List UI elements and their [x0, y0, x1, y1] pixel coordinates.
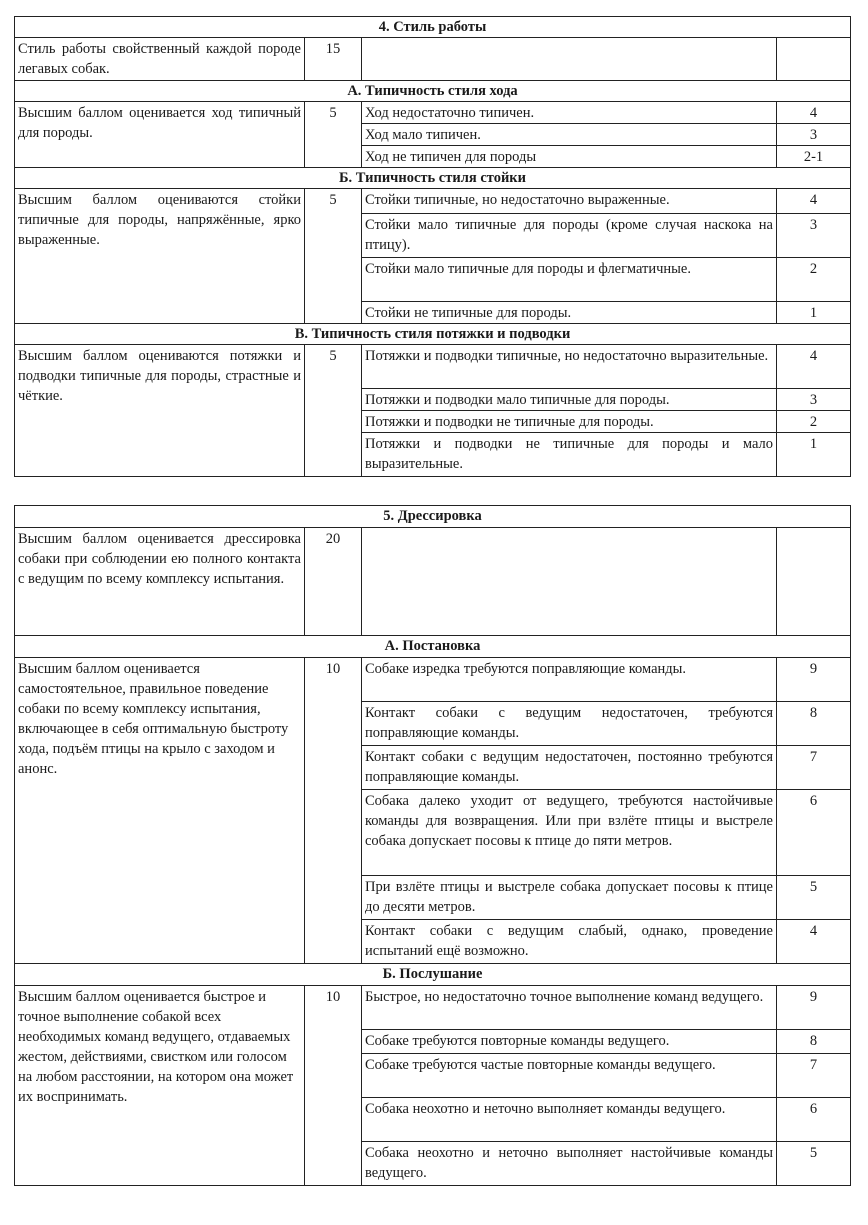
subsection-title: А. Типичность стиля хода — [15, 81, 851, 102]
criterion-description: Высшим баллом оценивается дрессировка собаки при соблюдении ею полного контакта с ведущим по всему комплексу испытания. — [15, 528, 305, 636]
max-points: 15 — [305, 38, 362, 81]
subsection-title: А. Постановка — [15, 636, 851, 658]
empty-cell — [777, 528, 851, 636]
grade-option: Стойки мало типичные для породы (кроме случая наскока на птицу). — [362, 214, 777, 258]
grade-option: Собаке изредка требуются поправляющие команды. — [362, 658, 777, 702]
grade-score: 3 — [777, 389, 851, 411]
empty-cell — [362, 528, 777, 636]
grade-score: 7 — [777, 1054, 851, 1098]
grade-option: Потяжки и подводки не типичные для породы и мало выразительные. — [362, 433, 777, 477]
empty-cell — [362, 38, 777, 81]
grade-option: Контакт собаки с ведущим недостаточен, постоянно требуются поправляющие команды. — [362, 746, 777, 790]
grade-score: 9 — [777, 986, 851, 1030]
empty-cell — [777, 38, 851, 81]
grade-option: Стойки не типичные для породы. — [362, 302, 777, 324]
max-points: 20 — [305, 528, 362, 636]
grade-option: Потяжки и подводки типичные, но недостаточно выразительные. — [362, 345, 777, 389]
criterion-description: Стиль работы свойственный каждой породе легавых собак. — [15, 38, 305, 81]
subsection-title: Б. Послушание — [15, 964, 851, 986]
grade-score: 9 — [777, 658, 851, 702]
grade-score: 2 — [777, 411, 851, 433]
max-points: 5 — [305, 102, 362, 168]
criterion-description: Высшим баллом оцениваются потяжки и подводки типичные для породы, страстные и чёткие. — [15, 345, 305, 477]
criterion-description: Высшим баллом оценивается ход типичный для породы. — [15, 102, 305, 168]
grade-score: 7 — [777, 746, 851, 790]
grade-score: 2 — [777, 258, 851, 302]
training-table — [14, 505, 851, 1186]
grade-option: Ход недостаточно типичен. — [362, 102, 777, 124]
grade-score: 4 — [777, 102, 851, 124]
grade-option: Ход мало типичен. — [362, 124, 777, 146]
grade-option: Собаке требуются частые повторные команды ведущего. — [362, 1054, 777, 1098]
section-title: 5. Дрессировка — [15, 506, 851, 528]
grade-option: Потяжки и подводки не типичные для породы. — [362, 411, 777, 433]
grade-option: Собаке требуются повторные команды ведущего. — [362, 1030, 777, 1054]
max-points: 10 — [305, 986, 362, 1186]
max-points: 10 — [305, 658, 362, 964]
subsection-title: Б. Типичность стиля стойки — [15, 168, 851, 189]
grade-score: 3 — [777, 214, 851, 258]
grade-score: 1 — [777, 433, 851, 477]
grade-option: Контакт собаки с ведущим недостаточен, требуются поправляющие команды. — [362, 702, 777, 746]
grade-score: 1 — [777, 302, 851, 324]
grade-option: Стойки мало типичные для породы и флегматичные. — [362, 258, 777, 302]
grade-score: 6 — [777, 790, 851, 876]
section-title: 4. Стиль работы — [15, 17, 851, 38]
grade-score: 8 — [777, 702, 851, 746]
grade-option: Собака неохотно и неточно выполняет команды ведущего. — [362, 1098, 777, 1142]
grade-score: 5 — [777, 876, 851, 920]
grade-score: 8 — [777, 1030, 851, 1054]
grade-score: 6 — [777, 1098, 851, 1142]
grade-score: 3 — [777, 124, 851, 146]
grade-option: Контакт собаки с ведущим слабый, однако, проведение испытаний ещё возможно. — [362, 920, 777, 964]
criterion-description: Высшим баллом оценивается быстрое и точное выполнение собакой всех необходимых команд ведущего, отдаваемых жестом, действиями, свистком или голосом на любом расстоянии, на котором она может их воспринимать. — [15, 986, 305, 1186]
grade-option: Стойки типичные, но недостаточно выраженные. — [362, 189, 777, 214]
criterion-description: Высшим баллом оценивается самостоятельное, правильное поведение собаки по всему комплексу испытания, включающее в себя оптимальную быстроту хода, подъём птицы на крыло с заходом и анонс. — [15, 658, 305, 964]
max-points: 5 — [305, 189, 362, 324]
grade-option: При взлёте птицы и выстреле собака допускает посовы к птице до десяти метров. — [362, 876, 777, 920]
subsection-title: В. Типичность стиля потяжки и подводки — [15, 324, 851, 345]
grade-option: Собака далеко уходит от ведущего, требуются настойчивые команды для возвращения. Или при взлёте птицы и выстреле собака допускает посовы к птице до пяти метров. — [362, 790, 777, 876]
grade-option: Собака неохотно и неточно выполняет настойчивые команды ведущего. — [362, 1142, 777, 1186]
criterion-description: Высшим баллом оцениваются стойки типичные для породы, напряжённые, ярко выраженные. — [15, 189, 305, 324]
grade-score: 4 — [777, 345, 851, 389]
grade-score: 5 — [777, 1142, 851, 1186]
grade-score: 4 — [777, 189, 851, 214]
grade-option: Ход не типичен для породы — [362, 146, 777, 168]
max-points: 5 — [305, 345, 362, 477]
grade-score: 4 — [777, 920, 851, 964]
grade-option: Быстрое, но недостаточно точное выполнение команд ведущего. — [362, 986, 777, 1030]
grade-option: Потяжки и подводки мало типичные для породы. — [362, 389, 777, 411]
style-of-work-table — [14, 16, 851, 477]
grade-score: 2-1 — [777, 146, 851, 168]
